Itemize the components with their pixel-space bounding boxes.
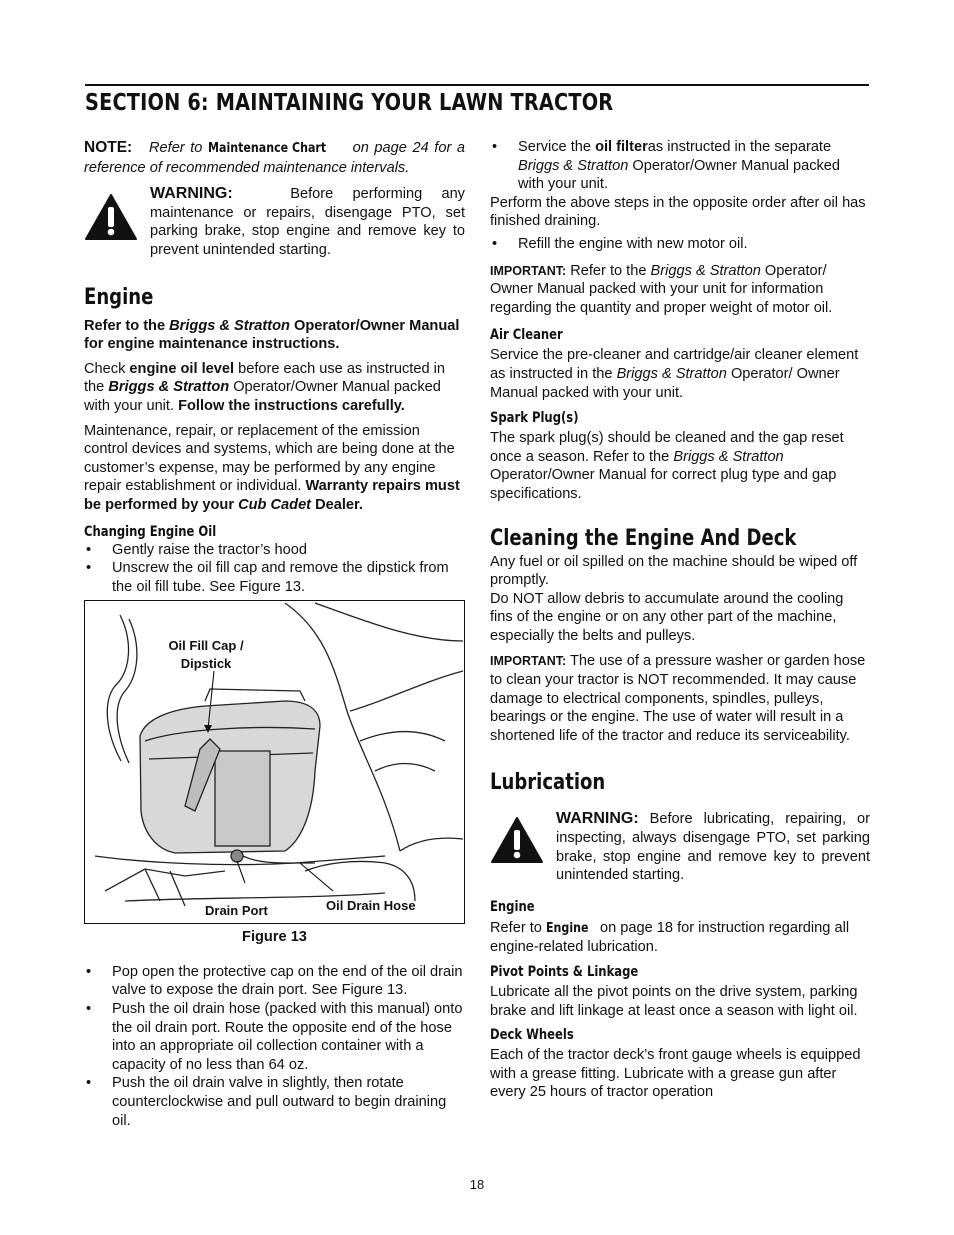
right-column xyxy=(490,138,870,1102)
spark-brand: Briggs & Stratton xyxy=(673,448,784,465)
service-c: Operator/Owner Manual packed with your unit. xyxy=(518,157,841,193)
pivot-heading: Pivot Points & Linkage xyxy=(490,964,639,980)
warning-triangle-icon xyxy=(490,816,544,870)
engine-heading: Engine xyxy=(84,284,154,310)
lub-engine-a: Refer to xyxy=(490,919,546,936)
list-item xyxy=(84,1000,465,1074)
bullet: • xyxy=(492,139,498,155)
bullet: • xyxy=(86,1075,92,1092)
warning-block xyxy=(84,185,465,259)
note-paragraph xyxy=(84,139,465,177)
warning-triangle-icon xyxy=(84,193,138,247)
imp-a: Refer to the xyxy=(566,262,651,279)
warning-label: WARNING: xyxy=(556,810,639,828)
note-text-1: Refer to xyxy=(148,140,209,156)
air-a: Service the pre-cleaner and cartridge/air cleaner element as instructed in the xyxy=(490,347,859,382)
engine-intro-a: Refer to the xyxy=(84,317,170,334)
lub-engine-b: on page 18 for instruction regarding all engine-related lubrication. xyxy=(490,919,850,956)
list-item-text: Push the oil drain hose (packed with this manual) onto the oil drain port. Route the opposite end of the hose into an appropriate oil collection container with a capacity of no less than 64 oz. xyxy=(112,1001,463,1073)
list-item xyxy=(84,559,465,596)
engine-check xyxy=(84,360,465,416)
list-item xyxy=(490,138,870,194)
figure-13 xyxy=(84,600,465,924)
check-b: before each use as instructed in the xyxy=(84,360,445,396)
warning-body: Before lubricating, repairing, or inspecting, always disengage PTO, set parking brake, stop engine and remove key to prevent unintended starting. xyxy=(556,811,870,884)
imp-brand: Briggs & Stratton xyxy=(650,262,761,279)
lub-engine-heading: Engine xyxy=(490,898,535,915)
refill-list xyxy=(490,235,870,254)
label-drain-port: Drain Port xyxy=(205,903,268,919)
bullet: • xyxy=(492,235,498,252)
emis-c: Dealer. xyxy=(311,496,363,513)
engine-link[interactable]: Engine xyxy=(545,920,589,936)
note-text-2: on page 24 for a reference of recommended maintenance intervals. xyxy=(84,140,465,176)
spark-plug-text xyxy=(490,429,870,503)
check-bold: engine oil level xyxy=(129,360,235,377)
lubrication-warning-block xyxy=(490,810,870,884)
list-item xyxy=(84,541,465,560)
important-label: IMPORTANT: xyxy=(490,654,567,669)
lubrication-warning-text xyxy=(556,810,870,884)
deck-wheels-text: Each of the tractor deck’s front gauge wheels is equipped with a grease fitting. Lubricate with a grease gun after every 25 hours of tractor operation xyxy=(490,1047,861,1101)
air-brand: Briggs & Stratton xyxy=(616,365,727,382)
changing-oil-heading: Changing Engine Oil xyxy=(84,523,217,540)
changing-oil-list-a xyxy=(84,541,465,597)
cleaning-imp-text: The use of a pressure washer or garden hose to clean your tractor is NOT recommended. It may cause damage to electrical components, spindles, pulleys, bearings or the engine. The use of water will result in a shortened life of the tractor and reduce its serviceability. xyxy=(490,653,866,744)
emis-a: Maintenance, repair, or replacement of the emission control devices and systems, which are being done at the customer’s expense, may be performed by any engine repair establishment or individual. xyxy=(84,422,455,495)
engine-emission xyxy=(84,422,465,515)
cleaning-important xyxy=(490,652,870,745)
perform-text: Perform the above steps in the opposite order after oil has finished draining. xyxy=(490,194,866,230)
cleaning-heading: Cleaning the Engine And Deck xyxy=(490,525,797,551)
service-brand: Briggs & Stratton xyxy=(518,157,629,174)
warning-text xyxy=(150,185,465,259)
service-b: as instructed in the separate xyxy=(647,139,832,155)
label-oil-drain-hose: Oil Drain Hose xyxy=(326,898,416,914)
label-oil-fill-cap: Oil Fill Cap / Dipstick xyxy=(168,638,244,672)
bullet: • xyxy=(86,560,92,577)
list-item-text: Pop open the protective cap on the end of the oil drain valve to expose the drain port. See Figure 13. xyxy=(112,963,463,999)
list-item-text: Gently raise the tractor’s hood xyxy=(112,541,307,558)
cleaning-p2: Do NOT allow debris to accumulate around the cooling fins of the engine or on any other part of the machine, especially the belts and pulleys. xyxy=(490,590,844,644)
list-item xyxy=(490,235,870,254)
list-item xyxy=(84,963,465,1000)
spark-a: The spark plug(s) should be cleaned and the gap reset once a season. Refer to the xyxy=(490,430,844,465)
left-column xyxy=(84,138,465,1130)
air-cleaner-heading: Air Cleaner xyxy=(490,327,563,344)
bullet: • xyxy=(86,963,92,980)
list-item-text: Push the oil drain valve in slightly, then rotate counterclockwise and pull outward to begin draining oil. xyxy=(112,1075,447,1129)
engine-illustration xyxy=(85,601,464,923)
maintenance-chart-link[interactable]: Maintenance Chart xyxy=(208,141,327,156)
lubrication-heading: Lubrication xyxy=(490,770,606,796)
engine-intro-brand: Briggs & Stratton xyxy=(169,317,290,334)
changing-oil-list-b xyxy=(84,963,465,1130)
warning-label: WARNING: xyxy=(150,185,233,203)
emis-b: Warranty repairs must be performed by your xyxy=(84,478,460,513)
important-oil xyxy=(490,262,870,318)
pivot-text: Lubricate all the pivot points on the drive system, parking brake and lift linkage at least once a season with light oil. xyxy=(490,984,858,1019)
lub-engine-text xyxy=(490,919,870,957)
warning-body: Before performing any maintenance or repairs, disengage PTO, set parking brake, stop engine and remove key to prevent unintended starting. xyxy=(150,186,465,258)
spark-b: Operator/Owner Manual for correct plug type and gap specifications. xyxy=(490,467,837,502)
important-label: IMPORTANT: xyxy=(490,263,567,278)
deck-wheels-heading: Deck Wheels xyxy=(490,1027,574,1044)
check-c: Operator/Owner Manual packed with your unit. xyxy=(84,379,441,414)
check-brand: Briggs & Stratton xyxy=(108,379,230,396)
page-number: 18 xyxy=(469,1177,485,1192)
engine-intro-b: Operator/Owner Manual for engine maintenance instructions. xyxy=(84,317,460,353)
service-bold: oil filter xyxy=(595,139,648,155)
section-title: SECTION 6: MAINTAINING YOUR LAWN TRACTOR xyxy=(85,90,614,116)
refill-text: Refill the engine with new motor oil. xyxy=(518,235,748,252)
cleaning-p1: Any fuel or oil spilled on the machine should be wiped off promptly. xyxy=(490,553,858,589)
imp-b: Operator/ Owner Manual packed with your unit for information regarding the quantity and proper weight of motor oil. xyxy=(490,262,833,316)
list-item xyxy=(84,1074,465,1130)
oil-filter-list xyxy=(490,138,870,194)
air-b: Operator/ Owner Manual packed with your unit. xyxy=(490,365,840,401)
engine-intro xyxy=(84,317,465,354)
air-cleaner-text xyxy=(490,346,870,402)
figure-caption: Figure 13 xyxy=(242,929,307,946)
spark-plug-heading: Spark Plug(s) xyxy=(490,410,579,427)
bullet: • xyxy=(86,541,92,558)
emis-brand: Cub Cadet xyxy=(238,496,312,513)
check-d: Follow the instructions carefully. xyxy=(178,397,405,414)
note-label: NOTE: xyxy=(84,139,133,156)
bullet: • xyxy=(86,1001,92,1018)
check-a: Check xyxy=(84,360,130,377)
top-rule xyxy=(85,84,869,86)
list-item-text: Unscrew the oil fill cap and remove the dipstick from the oil fill tube. See Figure 13. xyxy=(112,560,449,595)
service-a: Service the xyxy=(518,139,596,155)
